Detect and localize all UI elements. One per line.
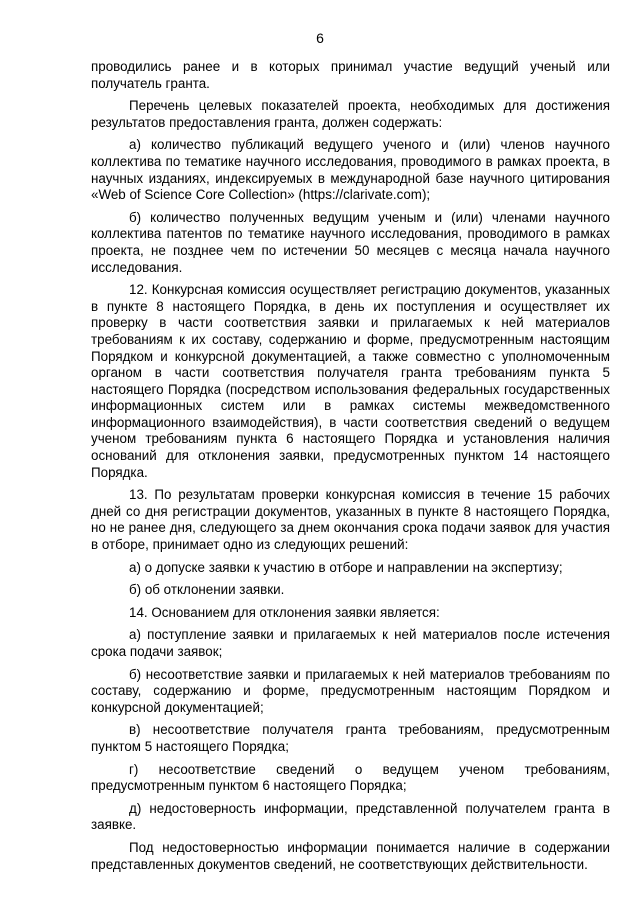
paragraph-decision-b: б) об отклонении заявки. [129, 582, 285, 598]
paragraph-rejection-c: в) несоответствие получателя гранта требованиям, предусмотренным пунктом 5 настоящего Порядка; [91, 722, 610, 754]
paragraph-indicator-b: б) количество полученных ведущим ученым и (или) членами научного коллектива патентов по тематике научного исследования, проводимого в рамках проекта, не позднее чем по истечении 50 месяцев с месяца начала научного исследования. [91, 209, 610, 275]
paragraph-item-14: 14. Основанием для отклонения заявки является: [129, 604, 440, 620]
paragraph-decision-a: а) о допуске заявки к участию в отборе и направлении на экспертизу; [129, 559, 563, 575]
paragraph-definition: Под недостоверностью информации понимается наличие в содержании представленных документов сведений, не соответствующих действительности. [91, 839, 610, 872]
paragraph-indicators-intro: Перечень целевых показателей проекта, необходимых для достижения результатов предоставления гранта, должен содержать: [91, 98, 610, 130]
paragraph-rejection-a: а) поступление заявки и прилагаемых к ней материалов после истечения срока подачи заявок; [91, 627, 610, 659]
paragraph-continuation: проводились ранее и в которых принимал участие ведущий ученый или получатель гранта. [91, 59, 610, 91]
paragraph-rejection-b: б) несоответствие заявки и прилагаемых к ней материалов требованиям по составу, содержанию и форме, предусмотренным настоящим Порядком и конкурсной документацией; [91, 666, 610, 715]
page-number: 6 [316, 30, 324, 46]
paragraph-item-13: 13. По результатам проверки конкурсная комиссия в течение 15 рабочих дней со дня регистрации документов, указанных в пункте 8 настоящего Порядка, но не ранее дня, следующего за днем окончания срока подачи заявок для участия в отборе, принимает одно из следующих решений: [91, 487, 610, 553]
paragraph-indicator-a: а) количество публикаций ведущего ученого и (или) членов научного коллектива по тематике научного исследования, проводимого в рамках проекта, в научных изданиях, индексируемых в международной базе научного цитирования «Web of Science Core Collection» (https://clarivate.com); [91, 137, 610, 203]
paragraph-rejection-e: д) недостоверность информации, представленной получателем гранта в заявке. [91, 800, 610, 833]
paragraph-item-12: 12. Конкурсная комиссия осуществляет регистрацию документов, указанных в пункте 8 настоящего Порядка, в день их поступления и осуществляет их проверку в части соответствия заявки и прилагаемых к ней материалов требованиям к их составу, содержанию и форме, предусмотренным настоящим Порядком и конкурсной документацией, а также совместно с уполномоченным органом в части соответствия получателя гранта требованиям пункта 5 настоящего Порядка (посредством использования федеральных государственных информационных систем или в рамках системы межведомственного информационного взаимодействия), в части соответствия сведений о ведущем ученом требованиям пункта 6 настоящего Порядка и установления наличия оснований для отклонения заявки, предусмотренных пунктом 14 настоящего Порядка. [91, 282, 610, 480]
document-body [91, 59, 610, 873]
paragraph-rejection-d: г) несоответствие сведений о ведущем ученом требованиям, предусмотренным пунктом 6 настоящего Порядка; [91, 761, 610, 794]
